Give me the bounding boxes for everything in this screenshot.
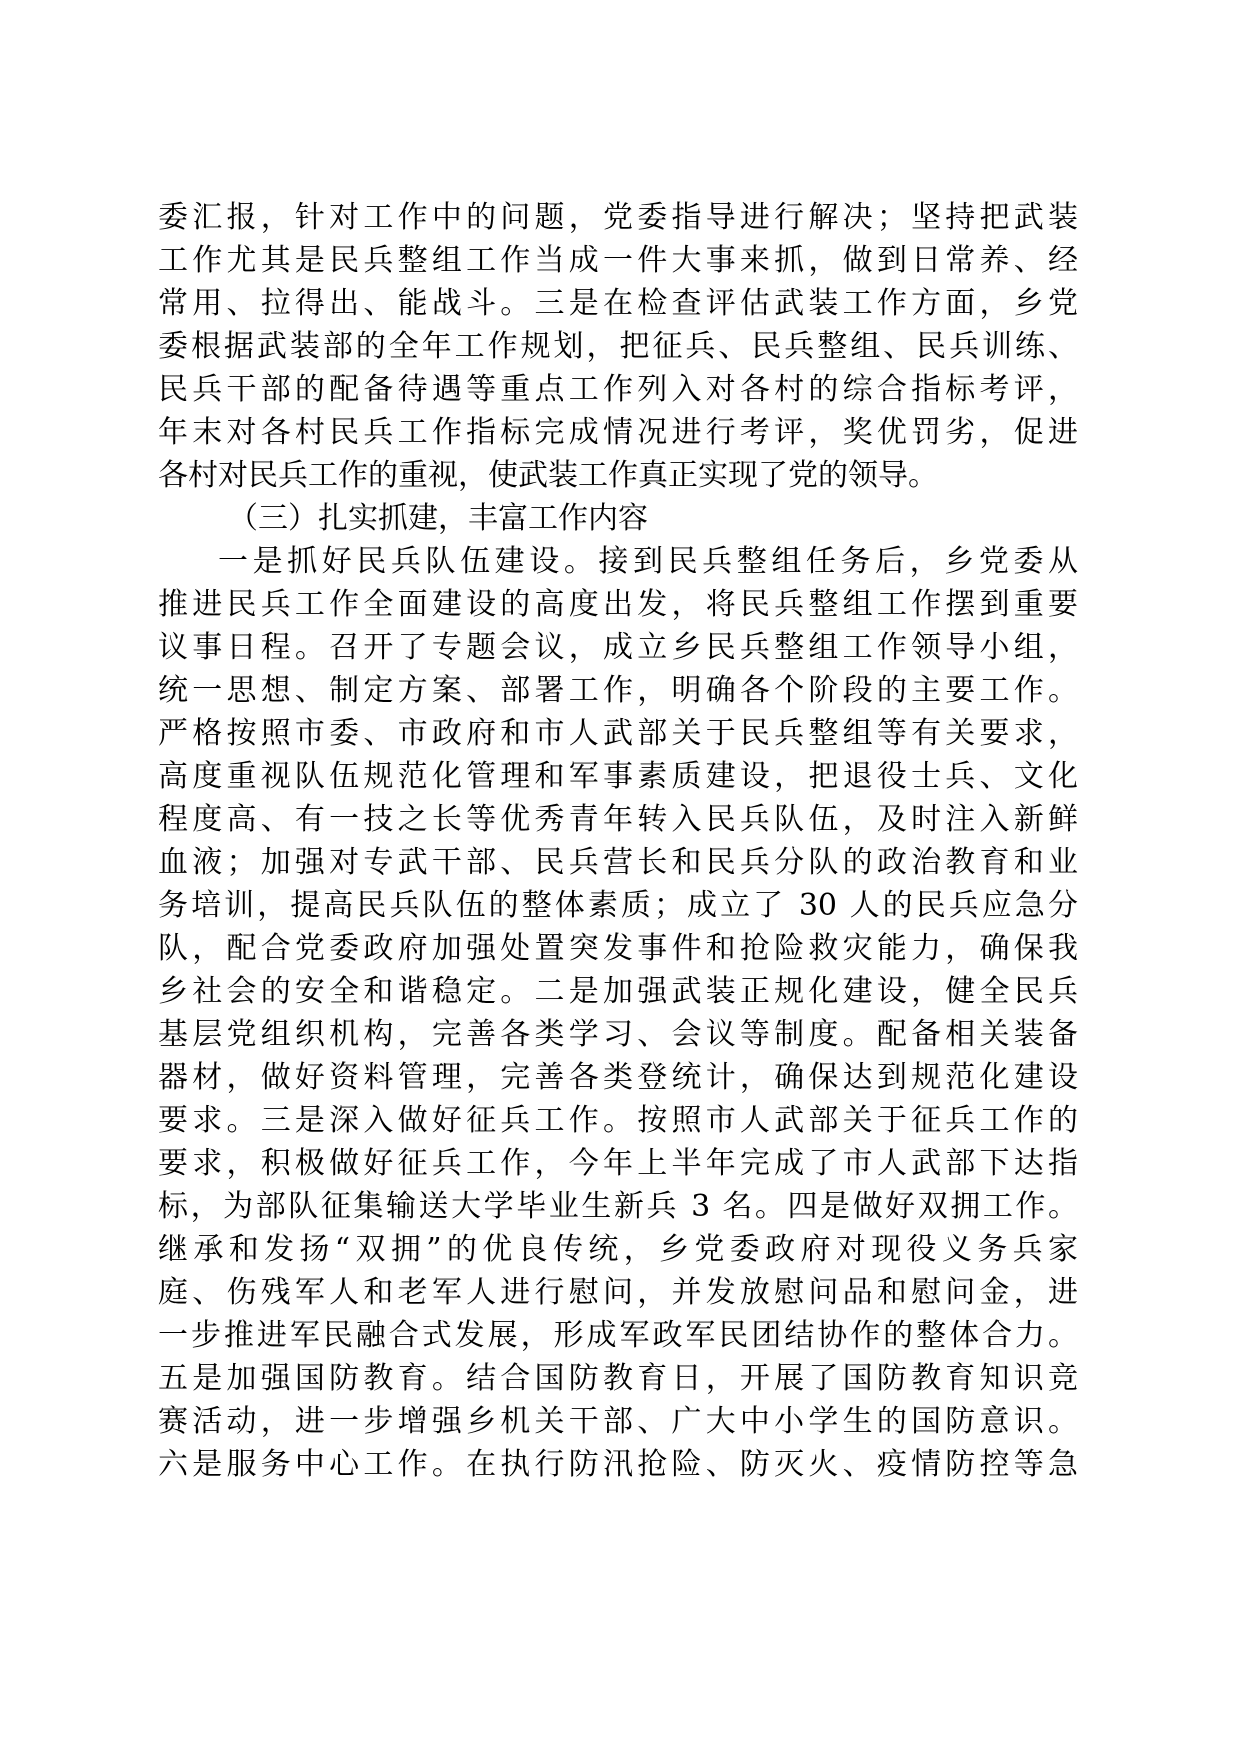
text-line: 乡社会的安全和谐稳定。二是加强武装正规化建设，健全民兵 — [158, 974, 1078, 1009]
text-line: 要求，积极做好征兵工作，今年上半年完成了市人武部下达指 — [158, 1146, 1078, 1181]
text-line: 委根据武装部的全年工作规划，把征兵、民兵整组、民兵训练、 — [158, 329, 1078, 364]
text-line: 委汇报，针对工作中的问题，党委指导进行解决；坚持把武装 — [158, 200, 1078, 235]
text-line: 一是抓好民兵队伍建设。接到民兵整组任务后，乡党委从 — [218, 544, 1078, 579]
text-line: 一步推进军民融合式发展，形成军政军民团结协作的整体合力。 — [158, 1318, 1078, 1353]
text-line: 高度重视队伍规范化管理和军事素质建设，把退役士兵、文化 — [158, 759, 1078, 794]
text-line: 推进民兵工作全面建设的高度出发，将民兵整组工作摆到重要 — [158, 587, 1078, 622]
text-line: 继承和发扬“双拥”的优良传统，乡党委政府对现役义务兵家 — [158, 1232, 1078, 1267]
text-line: 严格按照市委、市政府和市人武部关于民兵整组等有关要求， — [158, 716, 1078, 751]
text-line: 五是加强国防教育。结合国防教育日，开展了国防教育知识竞 — [158, 1361, 1078, 1396]
body-text — [158, 196, 1078, 1486]
text-line: 务培训，提高民兵队伍的整体素质；成立了 30 人的民兵应急分 — [158, 888, 1078, 923]
text-line: 统一思想、制定方案、部署工作，明确各个阶段的主要工作。 — [158, 673, 1078, 708]
text-line: 民兵干部的配备待遇等重点工作列入对各村的综合指标考评， — [158, 372, 1078, 407]
text-line: 庭、伤残军人和老军人进行慰问，并发放慰问品和慰问金，进 — [158, 1275, 1078, 1310]
text-line: 要求。三是深入做好征兵工作。按照市人武部关于征兵工作的 — [158, 1103, 1078, 1138]
text-line: 六是服务中心工作。在执行防汛抢险、防灭火、疫情防控等急 — [158, 1447, 1078, 1482]
text-line: 年末对各村民兵工作指标完成情况进行考评，奖优罚劣，促进 — [158, 415, 1078, 450]
text-line: 常用、拉得出、能战斗。三是在检查评估武装工作方面，乡党 — [158, 286, 1078, 321]
text-line: 工作尤其是民兵整组工作当成一件大事来抓，做到日常养、经 — [158, 243, 1078, 278]
text-line: 赛活动，进一步增强乡机关干部、广大中小学生的国防意识。 — [158, 1404, 1078, 1439]
text-line: 各村对民兵工作的重视，使武装工作真正实现了党的领导。 — [158, 458, 938, 493]
section-heading: （三）扎实抓建，丰富工作内容 — [228, 501, 648, 536]
text-line: 器材，做好资料管理，完善各类登统计，确保达到规范化建设 — [158, 1060, 1078, 1095]
text-line: 队，配合党委政府加强处置突发事件和抢险救灾能力，确保我 — [158, 931, 1078, 966]
text-line: 基层党组织机构，完善各类学习、会议等制度。配备相关装备 — [158, 1017, 1078, 1052]
text-line: 程度高、有一技之长等优秀青年转入民兵队伍，及时注入新鲜 — [158, 802, 1078, 837]
text-line: 标，为部队征集输送大学毕业生新兵 3 名。四是做好双拥工作。 — [158, 1189, 1078, 1224]
text-line: 议事日程。召开了专题会议，成立乡民兵整组工作领导小组， — [158, 630, 1078, 665]
text-line: 血液；加强对专武干部、民兵营长和民兵分队的政治教育和业 — [158, 845, 1078, 880]
